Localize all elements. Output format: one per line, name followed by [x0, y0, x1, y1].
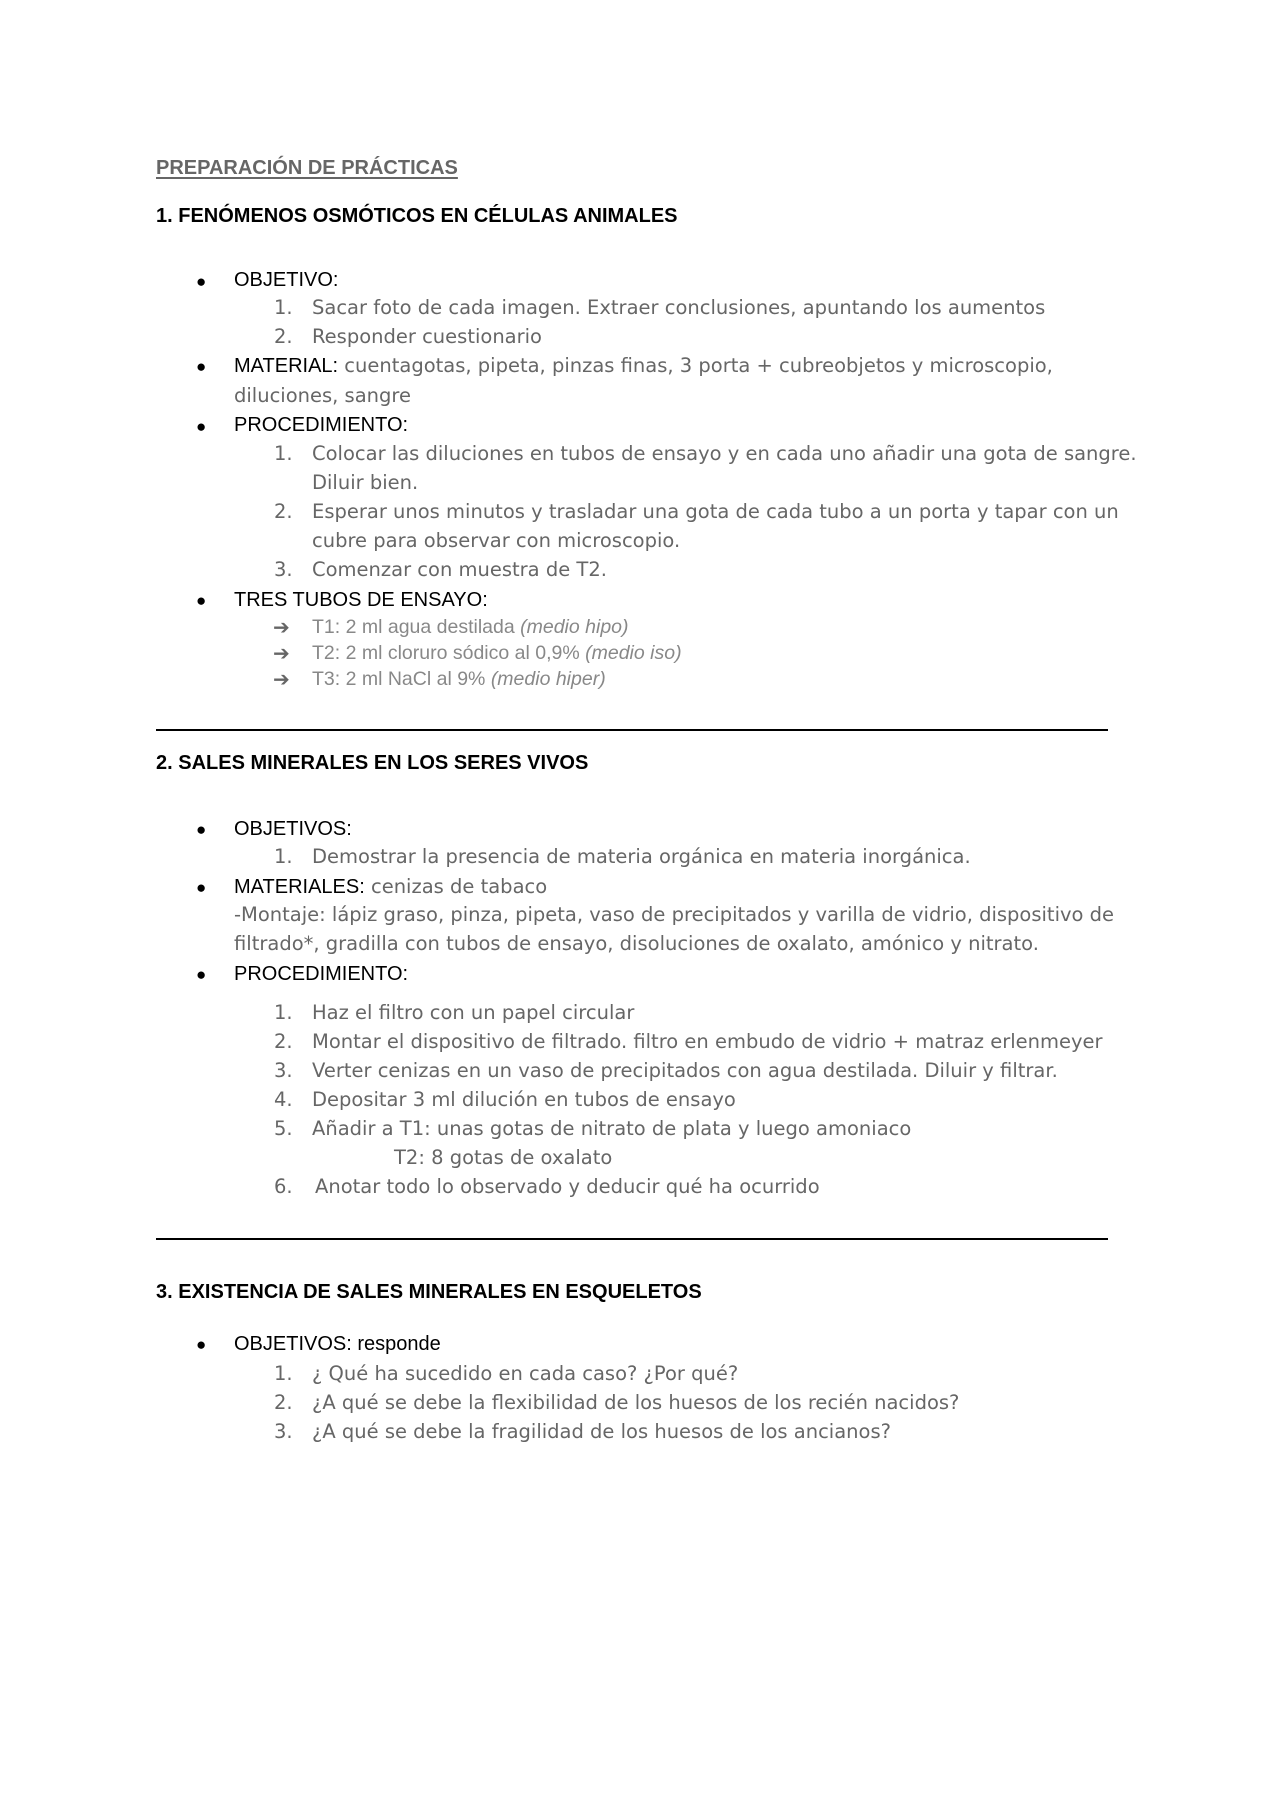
list-item: ¿ Qué ha sucedido en cada caso? ¿Por qué? [312, 1362, 739, 1385]
s1-material-cont: diluciones, sangre [234, 384, 411, 407]
list-item: Esperar unos minutos y trasladar una gota de cada tubo a un porta y tapar con un [312, 500, 1119, 523]
list-number: 1. [274, 442, 293, 465]
list-item: Responder cuestionario [312, 325, 542, 348]
list-number: 3. [274, 558, 293, 581]
s2-materiales-text: cenizas de tabaco [364, 875, 548, 898]
list-item-cont: Diluir bien. [312, 471, 419, 494]
list-number: 2. [274, 500, 293, 523]
s2-objetivos-label: OBJETIVOS: [234, 818, 352, 840]
list-item-cont: T2: 8 gotas de oxalato [394, 1146, 613, 1169]
arrow-right-icon: ➔ [273, 641, 290, 665]
s2-materiales-line [234, 877, 547, 897]
s2-montaje-line: filtrado*, gradilla con tubos de ensayo, disoluciones de oxalato, amónico y nitrato. [234, 932, 1039, 955]
s2-materiales-label: MATERIALES: [234, 876, 365, 898]
list-item: Anotar todo lo observado y deducir qué ha ocurrido [315, 1175, 820, 1198]
list-item: Demostrar la presencia de materia orgánica en materia inorgánica. [312, 845, 971, 868]
tube-item: T2: 2 ml cloruro sódico al 0,9% (medio iso) [312, 642, 682, 664]
bullet-icon: ● [196, 272, 207, 291]
list-item: Comenzar con muestra de T2. [312, 558, 607, 581]
tube-item: T3: 2 ml NaCl al 9% (medio hiper) [312, 668, 606, 690]
section-3-heading: 3. EXISTENCIA DE SALES MINERALES EN ESQUELETOS [156, 1281, 702, 1303]
bullet-icon: ● [196, 965, 207, 984]
list-number: 3. [274, 1420, 293, 1443]
list-item-cont: cubre para observar con microscopio. [312, 529, 681, 552]
bullet-icon: ● [196, 1335, 207, 1354]
arrow-right-icon: ➔ [273, 667, 290, 691]
s1-material-text: cuentagotas, pipeta, pinzas finas, 3 porta + cubreobjetos y microscopio, [338, 354, 1053, 377]
list-item: ¿A qué se debe la fragilidad de los huesos de los ancianos? [312, 1420, 891, 1443]
list-number: 1. [274, 1362, 293, 1385]
list-number: 2. [274, 325, 293, 348]
s1-procedimiento-label: PROCEDIMIENTO: [234, 414, 409, 436]
s1-tubos-label: TRES TUBOS DE ENSAYO: [234, 589, 488, 611]
bullet-icon: ● [196, 417, 207, 436]
list-item: Montar el dispositivo de filtrado. filtro en embudo de vidrio + matraz erlenmeyer [312, 1030, 1103, 1053]
arrow-right-icon: ➔ [273, 615, 290, 639]
list-number: 1. [274, 1001, 293, 1024]
list-item: Sacar foto de cada imagen. Extraer conclusiones, apuntando los aumentos [312, 296, 1046, 319]
list-item: Colocar las diluciones en tubos de ensayo y en cada uno añadir una gota de sangre. [312, 442, 1137, 465]
list-number: 1. [274, 845, 293, 868]
list-number: 3. [274, 1059, 293, 1082]
list-number: 6. [274, 1175, 293, 1198]
list-item: Depositar 3 ml dilución en tubos de ensayo [312, 1088, 736, 1111]
s1-objetivo-label: OBJETIVO: [234, 269, 339, 291]
list-number: 2. [274, 1391, 293, 1414]
list-item: Haz el filtro con un papel circular [312, 1001, 635, 1024]
bullet-icon: ● [196, 878, 207, 897]
s1-material-line [234, 356, 1053, 376]
document-title: PREPARACIÓN DE PRÁCTICAS [156, 157, 458, 179]
bullet-icon: ● [196, 591, 207, 610]
s1-material-label: MATERIAL: [234, 355, 339, 377]
tube-item: T1: 2 ml agua destilada (medio hipo) [312, 616, 629, 638]
section-1-heading: 1. FENÓMENOS OSMÓTICOS EN CÉLULAS ANIMALES [156, 205, 678, 227]
list-item: Añadir a T1: unas gotas de nitrato de plata y luego amoniaco [312, 1117, 912, 1140]
s2-procedimiento-label: PROCEDIMIENTO: [234, 963, 409, 985]
s3-objetivos-label: OBJETIVOS: responde [234, 1333, 441, 1355]
list-number: 5. [274, 1117, 293, 1140]
bullet-icon: ● [196, 357, 207, 376]
list-number: 4. [274, 1088, 293, 1111]
section-divider [156, 1238, 1108, 1240]
list-number: 1. [274, 296, 293, 319]
list-item: Verter cenizas en un vaso de precipitados con agua destilada. Diluir y filtrar. [312, 1059, 1058, 1082]
section-2-heading: 2. SALES MINERALES EN LOS SERES VIVOS [156, 752, 589, 774]
section-divider [156, 729, 1108, 731]
s2-montaje-line: -Montaje: lápiz graso, pinza, pipeta, vaso de precipitados y varilla de vidrio, dispositivo de [234, 903, 1115, 926]
list-item: ¿A qué se debe la flexibilidad de los huesos de los recién nacidos? [312, 1391, 960, 1414]
list-number: 2. [274, 1030, 293, 1053]
bullet-icon: ● [196, 820, 207, 839]
